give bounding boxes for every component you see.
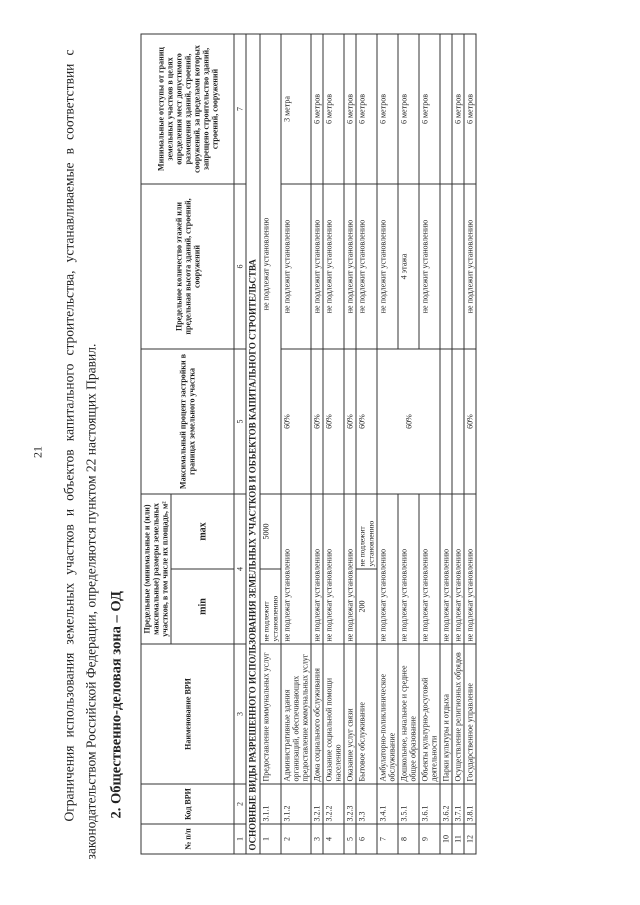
table-row [464,34,476,854]
row-floors: не подлежит установлению [344,184,356,349]
row-num: 10 [440,824,452,854]
row-setback: 6 метров [311,34,323,184]
document-page [1,0,640,905]
row-coverage [452,349,464,494]
index-cell: 2 [234,784,246,824]
header-row [141,34,171,854]
index-row [234,34,246,854]
row-setback: 3 метра [281,34,311,184]
header-name: Наименование ВРИ [141,644,234,784]
row-coverage: 60% [311,349,323,494]
table-row [311,34,323,854]
row-floors: не подлежит установлению [281,184,311,349]
index-cell: 6 [234,184,246,349]
row-setback: 6 метров [344,34,356,184]
row-code: 3.8.1 [464,784,476,824]
row-setback: 6 метров [452,34,464,184]
table-row [356,34,377,854]
row-num: 5 [344,824,356,854]
row-floors: не подлежит установлению [464,184,476,349]
header-max: max [171,494,234,569]
header-setback: Минимальные отступы от границ земельных участков в целях определения мест допустимого размещения зданий, строений, сооружений, за пределами которых запрещено строительство зданий, строений, сооружений [141,34,234,184]
table-row [452,34,464,854]
row-floors: не подлежит установлению [323,184,344,349]
row-name: Государственное управление [464,644,476,784]
row-code: 3.6.1 [419,784,440,824]
row-code: 3.6.2 [440,784,452,824]
row-size: не подлежат установлению [452,494,464,644]
row-num: 2 [281,824,311,854]
row-floors: не подлежит установлению [356,184,377,349]
row-name: Оказание услуг связи [344,644,356,784]
index-cell: 5 [234,349,246,494]
row-num: 1 [260,824,281,854]
row-code: 3.1.2 [281,784,311,824]
header-num: № п/п [141,824,234,854]
row-num: 3 [311,824,323,854]
row-name: Объекты культурно-досуговой деятельности [419,644,440,784]
row-coverage: 60% [281,349,311,494]
row-setback: 6 метров [419,34,440,184]
row-size: не подлежат установлению [323,494,344,644]
zoning-table [141,34,477,855]
row-name: Дома социального обслуживания [311,644,323,784]
row-num: 11 [452,824,464,854]
index-cell: 1 [234,824,246,854]
row-code: 3.4.1 [377,784,398,824]
row-size: не подлежат установлению [464,494,476,644]
row-num: 6 [356,824,377,854]
row-floors: 4 этажа [398,184,419,349]
header-coverage: Максимальный процент застройки в границах земельного участка [141,349,234,494]
row-setback: 6 метров [356,34,377,184]
row-setback: 6 метров [323,34,344,184]
header-min: min [171,569,234,644]
row-size: не подлежат установлению [398,494,419,644]
index-cell: 7 [234,34,246,184]
row-num: 9 [419,824,440,854]
row-coverage: 60% [344,349,356,494]
row-name: Административные здания организаций, обеспечивающих предоставление коммунальных услуг [281,644,311,784]
row-params: не подлежат установлению [260,34,281,494]
row-max: 5000 [260,494,281,569]
row-floors: не подлежит установлению [377,184,398,349]
row-num: 4 [323,824,344,854]
row-size: не подлежат установлению [311,494,323,644]
row-code: 3.5.1 [398,784,419,824]
row-name: Осуществление религиозных обрядов [452,644,464,784]
row-name: Дошкольное, начальное и среднее общее образование [398,644,419,784]
row-size: не подлежат установлению [281,494,311,644]
row-coverage: 60% [356,349,377,494]
row-coverage: 60% [323,349,344,494]
header-code: Код ВРИ [141,784,234,824]
row-name: Оказание социальной помощи населению [323,644,344,784]
table-row [260,34,281,854]
section-row-label: ОСНОВНЫЕ ВИДЫ РАЗРЕШЕННОГО ИСПОЛЬЗОВАНИЯ ЗЕМЕЛЬНЫХ УЧАСТКОВ И ОБЪЕКТОВ КАПИТАЛЬНОГО СТРОИТЕЛЬСТВА [246,34,260,854]
intro-paragraph: Ограничения использования земельных участков и объектов капитального строительства, устанавливаемые в соответствии с законодательством Российской Федерации, определяются пунктом 22 настоящих Правил. [61,49,99,860]
index-cell: 4 [234,494,246,644]
table-row [323,34,344,854]
row-setback [440,34,452,184]
row-min: не подлежит установлению [260,569,281,644]
table-row [377,34,398,854]
page-number: 21 [30,446,45,458]
row-coverage [440,349,452,494]
header-sizes: Предельные (минимальные и (или) максимальные) размеры земельных участков, в том числе их площадь, м² [141,494,171,644]
row-size: не подлежат установлению [344,494,356,644]
table-row [344,34,356,854]
row-max: не подлежит установлению [356,494,377,569]
row-size: не подлежат установлению [377,494,398,644]
row-code: 3.7.1 [452,784,464,824]
header-floors: Предельное количество этажей или предельная высота зданий, строений, сооружений [141,184,234,349]
row-coverage: 60% [377,349,440,494]
row-code: 3.1.1 [260,784,281,824]
row-setback: 6 метров [464,34,476,184]
row-code: 3.2.1 [311,784,323,824]
row-floors: не подлежит установлению [311,184,323,349]
table-row [440,34,452,854]
row-code: 3.2.3 [344,784,356,824]
row-num: 8 [398,824,419,854]
row-coverage: 60% [464,349,476,494]
row-name: Парки культуры и отдыха [440,644,452,784]
row-floors [452,184,464,349]
row-code: 3.2.2 [323,784,344,824]
row-size: не подлежат установлению [419,494,440,644]
row-name: Амбулаторно-поликлиническое обслуживание [377,644,398,784]
row-num: 7 [377,824,398,854]
row-floors [440,184,452,349]
table-row [281,34,311,854]
row-size: не подлежат установлению [440,494,452,644]
section-row [246,34,260,854]
row-num: 12 [464,824,476,854]
row-code: 3.3 [356,784,377,824]
row-name: Предоставление коммунальных услуг [260,644,281,784]
section-title: 2. Общественно-деловая зона – ОД [108,591,125,819]
row-min: 200 [356,569,377,644]
row-floors: не подлежит установлению [419,184,440,349]
row-setback: 6 метров [398,34,419,184]
row-name: Бытовое обслуживание [356,644,377,784]
row-setback: 6 метров [377,34,398,184]
index-cell: 3 [234,644,246,784]
